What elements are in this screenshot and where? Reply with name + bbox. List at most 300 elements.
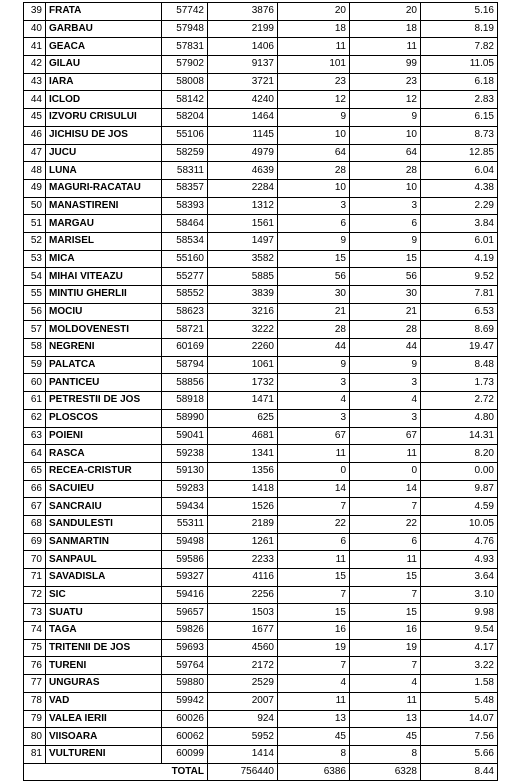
code-cell: 59416	[162, 586, 208, 604]
locality-name-cell: MINTIU GHERLII	[46, 286, 162, 304]
table-row	[24, 515, 498, 533]
population-cell: 1464	[208, 109, 278, 127]
row-number-cell: 42	[24, 56, 46, 74]
table-row	[24, 179, 498, 197]
population-cell: 1471	[208, 392, 278, 410]
row-number-cell: 79	[24, 710, 46, 728]
code-cell: 59693	[162, 639, 208, 657]
row-number-cell: 50	[24, 197, 46, 215]
locality-name-cell: VAD	[46, 692, 162, 710]
code-cell: 59586	[162, 551, 208, 569]
rate-cell: 4.19	[421, 250, 498, 268]
rate-cell: 3.22	[421, 657, 498, 675]
rate-cell: 9.52	[421, 268, 498, 286]
locality-name-cell: ICLOD	[46, 91, 162, 109]
locality-name-cell: MOLDOVENESTI	[46, 321, 162, 339]
count-a-cell: 7	[278, 586, 350, 604]
locality-name-cell: JICHISU DE JOS	[46, 126, 162, 144]
count-b-cell: 56	[350, 268, 421, 286]
total-population: 756440	[208, 763, 278, 781]
table-row	[24, 692, 498, 710]
rate-cell: 4.93	[421, 551, 498, 569]
code-cell: 58918	[162, 392, 208, 410]
locality-name-cell: IZVORU CRISULUI	[46, 109, 162, 127]
count-b-cell: 7	[350, 586, 421, 604]
count-a-cell: 18	[278, 20, 350, 38]
population-cell: 2199	[208, 20, 278, 38]
locality-name-cell: SAVADISLA	[46, 569, 162, 587]
table-row	[24, 303, 498, 321]
code-cell: 58794	[162, 356, 208, 374]
count-a-cell: 0	[278, 462, 350, 480]
count-a-cell: 6	[278, 533, 350, 551]
count-a-cell: 21	[278, 303, 350, 321]
row-number-cell: 76	[24, 657, 46, 675]
row-number-cell: 52	[24, 232, 46, 250]
population-cell: 1526	[208, 498, 278, 516]
population-cell: 1341	[208, 445, 278, 463]
row-number-cell: 58	[24, 339, 46, 357]
table-row	[24, 356, 498, 374]
row-number-cell: 80	[24, 728, 46, 746]
population-cell: 5885	[208, 268, 278, 286]
row-number-cell: 54	[24, 268, 46, 286]
rate-cell: 1.58	[421, 675, 498, 693]
code-cell: 58393	[162, 197, 208, 215]
locality-name-cell: FRATA	[46, 3, 162, 21]
code-cell: 58721	[162, 321, 208, 339]
count-a-cell: 3	[278, 409, 350, 427]
rate-cell: 9.98	[421, 604, 498, 622]
table-row	[24, 144, 498, 162]
total-label: TOTAL	[24, 763, 208, 781]
count-a-cell: 4	[278, 392, 350, 410]
table-row	[24, 639, 498, 657]
count-b-cell: 28	[350, 162, 421, 180]
count-a-cell: 15	[278, 604, 350, 622]
table-row	[24, 445, 498, 463]
rate-cell: 8.48	[421, 356, 498, 374]
population-cell: 2529	[208, 675, 278, 693]
population-cell: 2284	[208, 179, 278, 197]
count-b-cell: 18	[350, 20, 421, 38]
row-number-cell: 64	[24, 445, 46, 463]
count-a-cell: 3	[278, 374, 350, 392]
rate-cell: 3.64	[421, 569, 498, 587]
population-cell: 3839	[208, 286, 278, 304]
locality-name-cell: VULTURENI	[46, 745, 162, 763]
code-cell: 59498	[162, 533, 208, 551]
count-a-cell: 45	[278, 728, 350, 746]
count-b-cell: 11	[350, 38, 421, 56]
population-cell: 1406	[208, 38, 278, 56]
rate-cell: 11.05	[421, 56, 498, 74]
locality-name-cell: MANASTIRENI	[46, 197, 162, 215]
row-number-cell: 41	[24, 38, 46, 56]
code-cell: 59657	[162, 604, 208, 622]
code-cell: 59283	[162, 480, 208, 498]
table-row	[24, 162, 498, 180]
rate-cell: 6.01	[421, 232, 498, 250]
row-number-cell: 55	[24, 286, 46, 304]
table-row	[24, 286, 498, 304]
count-b-cell: 9	[350, 109, 421, 127]
rate-cell: 6.53	[421, 303, 498, 321]
locality-name-cell: IARA	[46, 73, 162, 91]
rate-cell: 14.31	[421, 427, 498, 445]
table-row	[24, 268, 498, 286]
locality-name-cell: TRITENII DE JOS	[46, 639, 162, 657]
table-row	[24, 392, 498, 410]
locality-name-cell: NEGRENI	[46, 339, 162, 357]
count-a-cell: 7	[278, 657, 350, 675]
row-number-cell: 68	[24, 515, 46, 533]
locality-name-cell: SANMARTIN	[46, 533, 162, 551]
row-number-cell: 57	[24, 321, 46, 339]
population-cell: 2189	[208, 515, 278, 533]
count-b-cell: 6	[350, 533, 421, 551]
count-a-cell: 9	[278, 356, 350, 374]
locality-name-cell: SANDULESTI	[46, 515, 162, 533]
table-body	[24, 3, 498, 764]
locality-name-cell: TAGA	[46, 622, 162, 640]
count-b-cell: 12	[350, 91, 421, 109]
population-cell: 1312	[208, 197, 278, 215]
locality-name-cell: RECEA-CRISTUR	[46, 462, 162, 480]
count-b-cell: 11	[350, 445, 421, 463]
table-row	[24, 20, 498, 38]
locality-name-cell: MARGAU	[46, 215, 162, 233]
count-a-cell: 20	[278, 3, 350, 21]
count-b-cell: 4	[350, 675, 421, 693]
code-cell: 60062	[162, 728, 208, 746]
table-row	[24, 569, 498, 587]
code-cell: 60099	[162, 745, 208, 763]
locality-name-cell: PETRESTII DE JOS	[46, 392, 162, 410]
count-b-cell: 64	[350, 144, 421, 162]
table-row	[24, 710, 498, 728]
table-row	[24, 657, 498, 675]
code-cell: 55160	[162, 250, 208, 268]
rate-cell: 6.18	[421, 73, 498, 91]
rate-cell: 8.19	[421, 20, 498, 38]
count-b-cell: 3	[350, 409, 421, 427]
table-row	[24, 533, 498, 551]
population-cell: 3216	[208, 303, 278, 321]
code-cell: 59880	[162, 675, 208, 693]
locality-name-cell: MARISEL	[46, 232, 162, 250]
row-number-cell: 53	[24, 250, 46, 268]
count-b-cell: 4	[350, 392, 421, 410]
count-b-cell: 13	[350, 710, 421, 728]
row-number-cell: 63	[24, 427, 46, 445]
population-cell: 4116	[208, 569, 278, 587]
rate-cell: 4.76	[421, 533, 498, 551]
locality-name-cell: PANTICEU	[46, 374, 162, 392]
row-number-cell: 59	[24, 356, 46, 374]
total-col4: 6386	[278, 763, 350, 781]
table-row	[24, 56, 498, 74]
table-row	[24, 321, 498, 339]
code-cell: 55311	[162, 515, 208, 533]
population-cell: 1561	[208, 215, 278, 233]
code-cell: 59130	[162, 462, 208, 480]
rate-cell: 19.47	[421, 339, 498, 357]
rate-cell: 12.85	[421, 144, 498, 162]
table-row	[24, 374, 498, 392]
row-number-cell: 45	[24, 109, 46, 127]
population-cell: 4560	[208, 639, 278, 657]
count-b-cell: 9	[350, 232, 421, 250]
locality-name-cell: GARBAU	[46, 20, 162, 38]
count-a-cell: 22	[278, 515, 350, 533]
population-cell: 2233	[208, 551, 278, 569]
row-number-cell: 43	[24, 73, 46, 91]
localities-table	[23, 2, 498, 781]
count-b-cell: 7	[350, 657, 421, 675]
code-cell: 57948	[162, 20, 208, 38]
count-a-cell: 3	[278, 197, 350, 215]
row-number-cell: 65	[24, 462, 46, 480]
row-number-cell: 70	[24, 551, 46, 569]
population-cell: 9137	[208, 56, 278, 74]
population-cell: 3876	[208, 3, 278, 21]
locality-name-cell: SACUIEU	[46, 480, 162, 498]
locality-name-cell: VIISOARA	[46, 728, 162, 746]
code-cell: 58204	[162, 109, 208, 127]
total-rate: 8.44	[421, 763, 498, 781]
count-a-cell: 13	[278, 710, 350, 728]
table-row	[24, 498, 498, 516]
count-a-cell: 7	[278, 498, 350, 516]
row-number-cell: 47	[24, 144, 46, 162]
code-cell: 59942	[162, 692, 208, 710]
population-cell: 1732	[208, 374, 278, 392]
count-b-cell: 22	[350, 515, 421, 533]
rate-cell: 5.16	[421, 3, 498, 21]
population-cell: 2260	[208, 339, 278, 357]
count-a-cell: 28	[278, 162, 350, 180]
rate-cell: 6.04	[421, 162, 498, 180]
count-b-cell: 30	[350, 286, 421, 304]
code-cell: 59238	[162, 445, 208, 463]
count-a-cell: 19	[278, 639, 350, 657]
locality-name-cell: GEACA	[46, 38, 162, 56]
count-b-cell: 11	[350, 692, 421, 710]
table-row	[24, 427, 498, 445]
row-number-cell: 44	[24, 91, 46, 109]
count-a-cell: 16	[278, 622, 350, 640]
count-a-cell: 15	[278, 250, 350, 268]
code-cell: 58534	[162, 232, 208, 250]
locality-name-cell: POIENI	[46, 427, 162, 445]
rate-cell: 5.66	[421, 745, 498, 763]
row-number-cell: 56	[24, 303, 46, 321]
count-a-cell: 12	[278, 91, 350, 109]
rate-cell: 10.05	[421, 515, 498, 533]
rate-cell: 7.56	[421, 728, 498, 746]
table-row	[24, 109, 498, 127]
population-cell: 1261	[208, 533, 278, 551]
locality-name-cell: PALATCA	[46, 356, 162, 374]
count-b-cell: 23	[350, 73, 421, 91]
code-cell: 59434	[162, 498, 208, 516]
count-a-cell: 4	[278, 675, 350, 693]
table-row	[24, 675, 498, 693]
row-number-cell: 61	[24, 392, 46, 410]
count-a-cell: 44	[278, 339, 350, 357]
population-cell: 2256	[208, 586, 278, 604]
count-b-cell: 99	[350, 56, 421, 74]
rate-cell: 1.73	[421, 374, 498, 392]
rate-cell: 8.73	[421, 126, 498, 144]
count-a-cell: 14	[278, 480, 350, 498]
count-a-cell: 56	[278, 268, 350, 286]
rate-cell: 9.54	[421, 622, 498, 640]
locality-name-cell: PLOSCOS	[46, 409, 162, 427]
count-a-cell: 10	[278, 126, 350, 144]
rate-cell: 7.81	[421, 286, 498, 304]
population-cell: 924	[208, 710, 278, 728]
count-b-cell: 44	[350, 339, 421, 357]
locality-name-cell: SANPAUL	[46, 551, 162, 569]
code-cell: 58008	[162, 73, 208, 91]
table-row	[24, 622, 498, 640]
locality-name-cell: TURENI	[46, 657, 162, 675]
row-number-cell: 71	[24, 569, 46, 587]
count-a-cell: 15	[278, 569, 350, 587]
table-row	[24, 250, 498, 268]
rate-cell: 5.48	[421, 692, 498, 710]
locality-name-cell: MIHAI VITEAZU	[46, 268, 162, 286]
locality-name-cell: MOCIU	[46, 303, 162, 321]
count-b-cell: 19	[350, 639, 421, 657]
code-cell: 59041	[162, 427, 208, 445]
rate-cell: 3.84	[421, 215, 498, 233]
count-b-cell: 10	[350, 179, 421, 197]
population-cell: 3721	[208, 73, 278, 91]
row-number-cell: 48	[24, 162, 46, 180]
count-b-cell: 8	[350, 745, 421, 763]
row-number-cell: 72	[24, 586, 46, 604]
population-cell: 4979	[208, 144, 278, 162]
code-cell: 58311	[162, 162, 208, 180]
code-cell: 55106	[162, 126, 208, 144]
total-row	[24, 763, 498, 781]
code-cell: 58142	[162, 91, 208, 109]
count-b-cell: 3	[350, 374, 421, 392]
count-a-cell: 11	[278, 445, 350, 463]
table-row	[24, 38, 498, 56]
count-b-cell: 3	[350, 197, 421, 215]
code-cell: 58856	[162, 374, 208, 392]
count-a-cell: 11	[278, 551, 350, 569]
count-a-cell: 11	[278, 38, 350, 56]
rate-cell: 8.69	[421, 321, 498, 339]
code-cell: 57831	[162, 38, 208, 56]
rate-cell: 6.15	[421, 109, 498, 127]
table-row	[24, 728, 498, 746]
count-a-cell: 23	[278, 73, 350, 91]
row-number-cell: 66	[24, 480, 46, 498]
row-number-cell: 62	[24, 409, 46, 427]
locality-name-cell: RASCA	[46, 445, 162, 463]
table-row	[24, 215, 498, 233]
count-b-cell: 15	[350, 604, 421, 622]
code-cell: 58464	[162, 215, 208, 233]
table-row	[24, 586, 498, 604]
population-cell: 1497	[208, 232, 278, 250]
table-row	[24, 480, 498, 498]
code-cell: 60026	[162, 710, 208, 728]
table-row	[24, 551, 498, 569]
code-cell: 59764	[162, 657, 208, 675]
rate-cell: 4.17	[421, 639, 498, 657]
code-cell: 58623	[162, 303, 208, 321]
rate-cell: 9.87	[421, 480, 498, 498]
count-a-cell: 67	[278, 427, 350, 445]
code-cell: 55277	[162, 268, 208, 286]
count-a-cell: 8	[278, 745, 350, 763]
population-cell: 2172	[208, 657, 278, 675]
population-cell: 625	[208, 409, 278, 427]
population-cell: 1414	[208, 745, 278, 763]
count-a-cell: 9	[278, 109, 350, 127]
row-number-cell: 49	[24, 179, 46, 197]
count-b-cell: 16	[350, 622, 421, 640]
population-cell: 3582	[208, 250, 278, 268]
table-row	[24, 232, 498, 250]
table-row	[24, 604, 498, 622]
table-row	[24, 339, 498, 357]
population-cell: 5952	[208, 728, 278, 746]
count-b-cell: 9	[350, 356, 421, 374]
table-row	[24, 409, 498, 427]
population-cell: 4681	[208, 427, 278, 445]
locality-name-cell: LUNA	[46, 162, 162, 180]
row-number-cell: 69	[24, 533, 46, 551]
rate-cell: 2.72	[421, 392, 498, 410]
count-a-cell: 28	[278, 321, 350, 339]
code-cell: 58990	[162, 409, 208, 427]
rate-cell: 2.83	[421, 91, 498, 109]
rate-cell: 4.38	[421, 179, 498, 197]
locality-name-cell: JUCU	[46, 144, 162, 162]
row-number-cell: 40	[24, 20, 46, 38]
count-a-cell: 11	[278, 692, 350, 710]
count-b-cell: 21	[350, 303, 421, 321]
count-a-cell: 9	[278, 232, 350, 250]
count-b-cell: 20	[350, 3, 421, 21]
row-number-cell: 46	[24, 126, 46, 144]
rate-cell: 0.00	[421, 462, 498, 480]
count-a-cell: 101	[278, 56, 350, 74]
table-row	[24, 3, 498, 21]
count-b-cell: 14	[350, 480, 421, 498]
count-b-cell: 6	[350, 215, 421, 233]
locality-name-cell: MAGURI-RACATAU	[46, 179, 162, 197]
count-b-cell: 0	[350, 462, 421, 480]
code-cell: 57902	[162, 56, 208, 74]
locality-name-cell: VALEA IERII	[46, 710, 162, 728]
rate-cell: 2.29	[421, 197, 498, 215]
row-number-cell: 73	[24, 604, 46, 622]
row-number-cell: 39	[24, 3, 46, 21]
locality-name-cell: SANCRAIU	[46, 498, 162, 516]
rate-cell: 14.07	[421, 710, 498, 728]
code-cell: 59327	[162, 569, 208, 587]
count-b-cell: 7	[350, 498, 421, 516]
